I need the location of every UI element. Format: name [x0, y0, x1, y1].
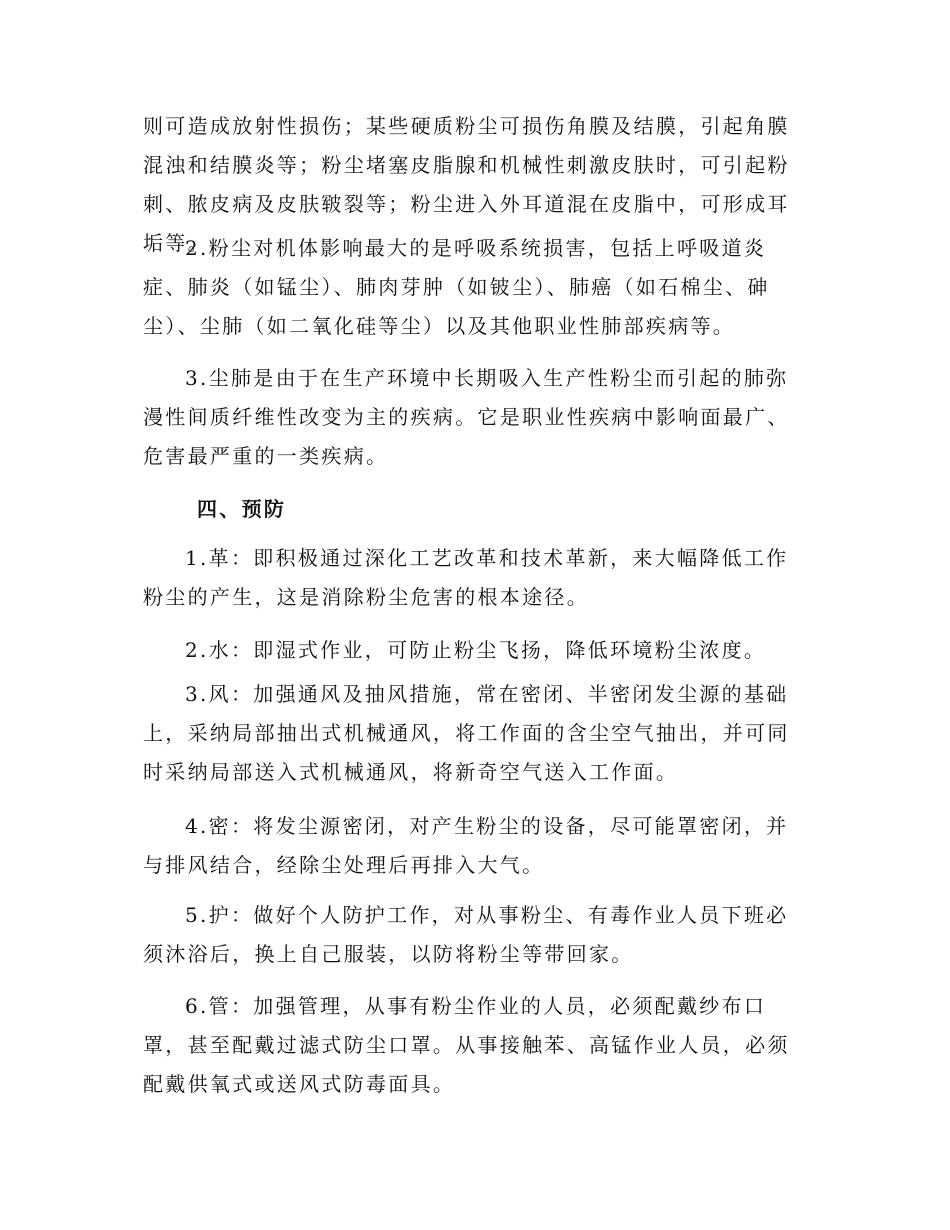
paragraph-prevention-water: 2.水：即湿式作业，可防止粉尘飞扬，降低环境粉尘浓度。 [185, 638, 767, 662]
section-heading-prevention: 四、预防 [197, 497, 287, 521]
paragraph-pneumoconiosis: 3.尘肺是由于在生产环境中长期吸入生产性粉尘而引起的肺弥漫性间质纤维性改变为主的疾病。它是职业性疾病中影响面最广、危害最严重的一类疾病。 [143, 366, 790, 468]
paragraph-dust-effects-skin-eyes: 则可造成放射性损伤；某些硬质粉尘可损伤角膜及结膜，引起角膜混浊和结膜炎等；粉尘堵塞皮脂腺和机械性刺激皮肤时，可引起粉刺、脓皮病及皮肤皲裂等；粉尘进入外耳道混在皮脂中，可形成耳垢等。 [143, 114, 790, 255]
paragraph-prevention-sealing: 4.密：将发尘源密闭，对产生粉尘的设备，尽可能罩密闭，并与排风结合，经除尘处理后再排入大气。 [143, 814, 789, 877]
paragraph-prevention-protection: 5.护：做好个人防护工作，对从事粉尘、有毒作业人员下班必须沐浴后，换上自己服装，以防将粉尘等带回家。 [143, 903, 789, 966]
paragraph-prevention-ventilation: 3.风：加强通风及抽风措施，常在密闭、半密闭发尘源的基础上，采纳局部抽出式机械通风，将工作面的含尘空气抽出，并可同时采纳局部送入式机械通风，将新奇空气送入工作面。 [143, 682, 790, 784]
paragraph-respiratory-damage: 2.粉尘对机体影响最大的是呼吸系统损害，包括上呼吸道炎症、肺炎（如锰尘）、肺肉芽肿（如铍尘）、肺癌（如石棉尘、砷尘）、尘肺（如二氧化硅等尘）以及其他职业性肺部疾病等。 [143, 236, 770, 338]
paragraph-prevention-reform: 1.革：即积极通过深化工艺改革和技术革新，来大幅降低工作粉尘的产生，这是消除粉尘危害的根本途径。 [143, 546, 789, 609]
paragraph-prevention-management: 6.管：加强管理，从事有粉尘作业的人员，必须配戴纱布口罩，甚至配戴过滤式防尘口罩。从事接触苯、高锰作业人员，必须配戴供氧式或送风式防毒面具。 [143, 994, 790, 1096]
